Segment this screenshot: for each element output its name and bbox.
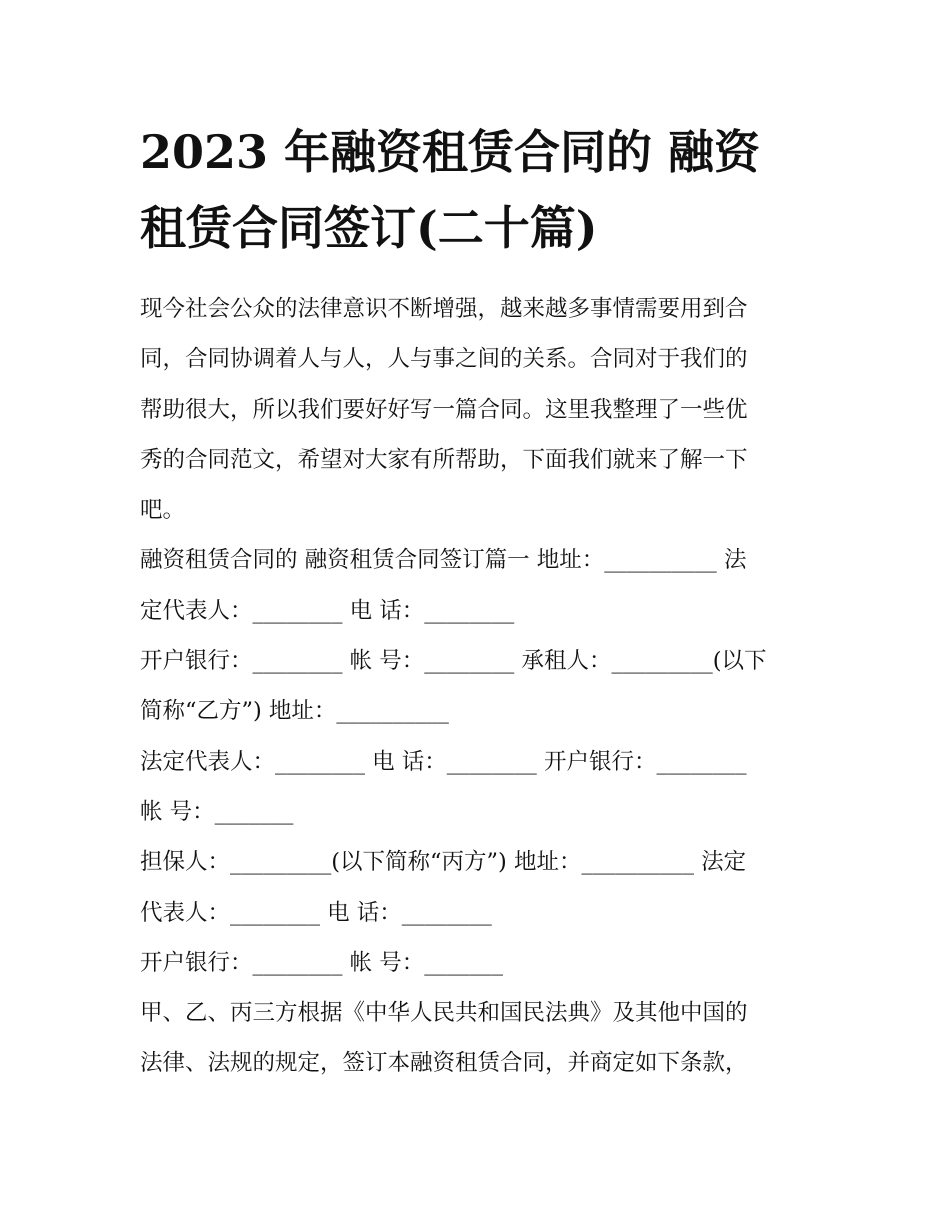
- body-line: 融资租赁合同的 融资租赁合同签订篇一 地址：__________ 法: [140, 547, 747, 574]
- body-line: 帐 号：_______: [140, 798, 294, 825]
- body-line: 定代表人：________ 电 话：________: [140, 597, 515, 624]
- body-line: 吧。: [140, 497, 186, 524]
- title-line-1: 2023 年融资租赁合同的 融资: [140, 125, 761, 179]
- document-body: [140, 284, 812, 1089]
- body-line: 甲、乙、丙三方根据《中华人民共和国民法典》及其他中国的: [140, 1000, 748, 1027]
- body-line: 担保人：_________(以下简称“丙方”) 地址：__________ 法定: [140, 849, 747, 876]
- document-title: [140, 114, 820, 266]
- body-line: 简称“乙方”) 地址：__________: [140, 698, 449, 725]
- body-line: 开户银行：________ 帐 号：________ 承租人：_________(以下: [140, 648, 767, 675]
- body-line: 代表人：________ 电 话：________: [140, 899, 492, 926]
- body-line: 帮助很大，所以我们要好好写一篇合同。这里我整理了一些优: [140, 396, 748, 423]
- body-line: 同，合同协调着人与人，人与事之间的关系。合同对于我们的: [140, 346, 748, 373]
- body-line: 现今社会公众的法律意识不断增强，越来越多事情需要用到合: [140, 296, 748, 322]
- title-line-2: 租赁合同签订(二十篇): [140, 201, 598, 255]
- body-line: 秀的合同范文，希望对大家有所帮助，下面我们就来了解一下: [140, 446, 748, 473]
- body-line: 法定代表人：________ 电 话：________ 开户银行：________: [140, 748, 747, 775]
- body-line: 开户银行：________ 帐 号：_______: [140, 949, 504, 976]
- body-line: 法律、法规的规定，签订本融资租赁合同，并商定如下条款，: [140, 1050, 748, 1077]
